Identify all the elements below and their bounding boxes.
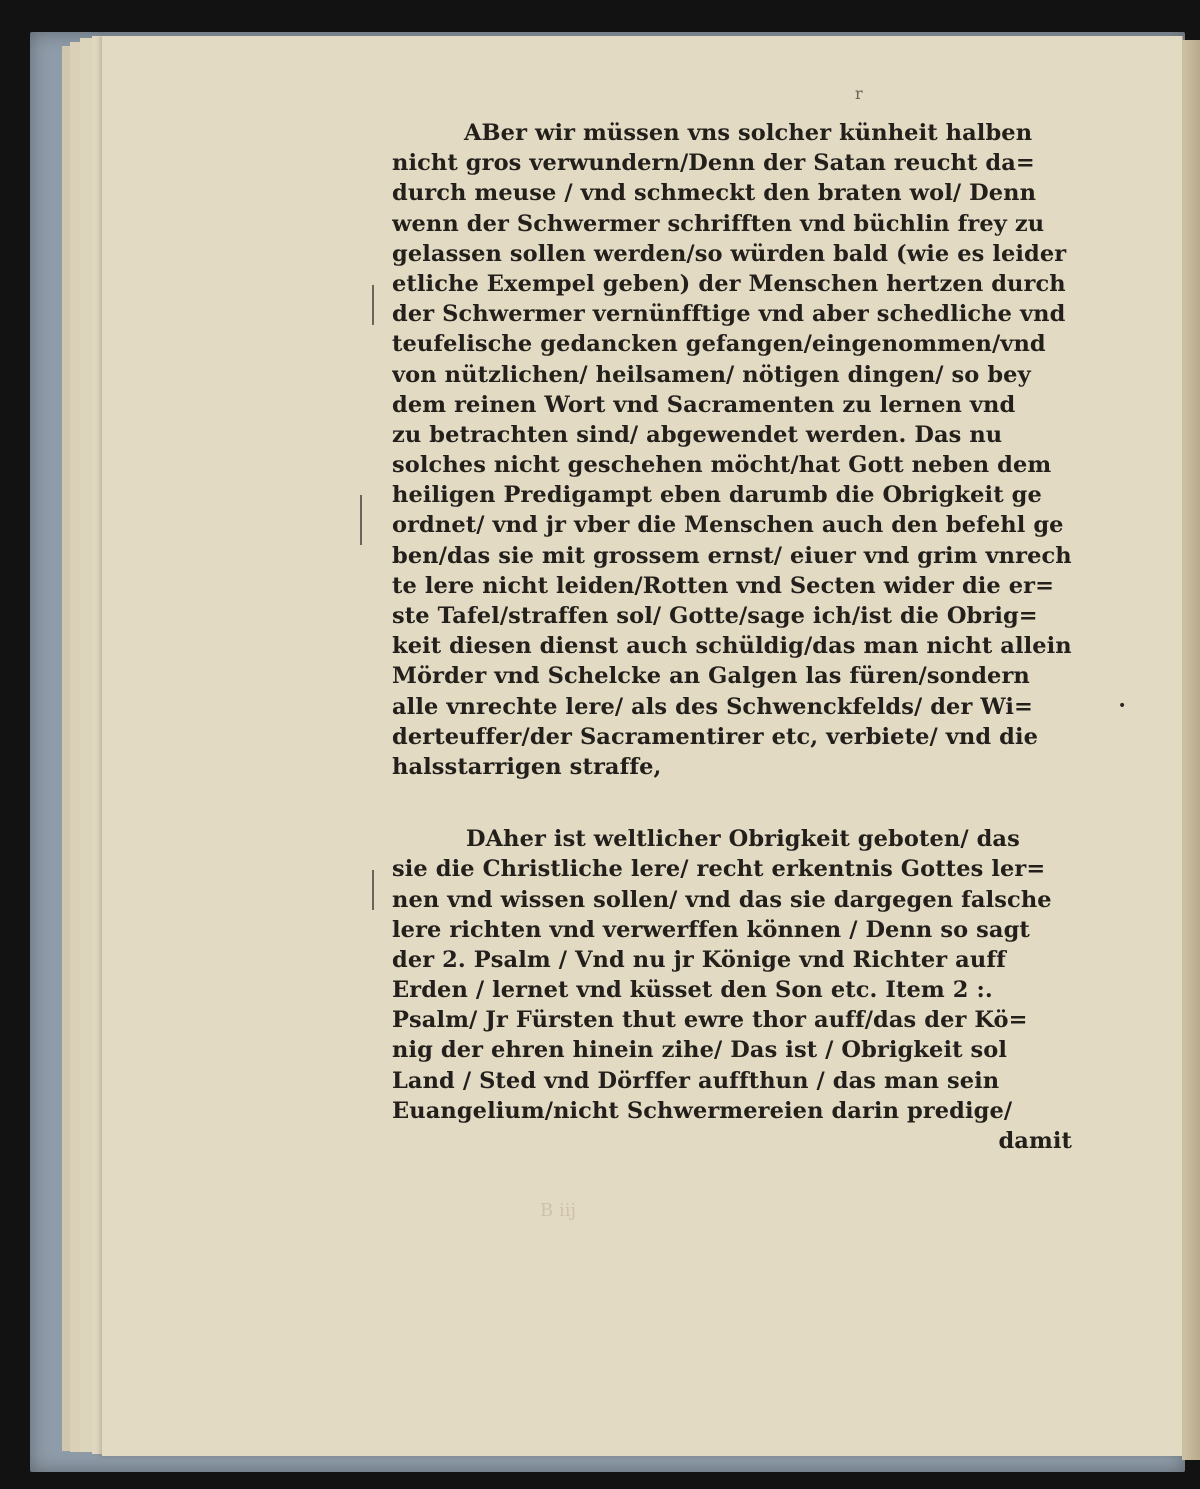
text-line: Psalm/ Jr Fürsten thut ewre thor auff/das der Kö= <box>392 1007 1028 1034</box>
text-line: DAher ist weltlicher Obrigkeit geboten/ das <box>466 826 1020 853</box>
text-line: von nützlichen/ heilsamen/ nötigen dingen/ so bey <box>392 361 1031 388</box>
text-line: der 2. Psalm / Vnd nu jr Könige vnd Richter auff <box>392 946 1006 973</box>
text-line: teufelische gedancken gefangen/eingenommen/vnd <box>392 331 1046 358</box>
top-margin-mark: r <box>855 84 863 103</box>
text-line: ABer wir müssen vns solcher künheit halben <box>464 120 1033 146</box>
text-line: nicht gros verwundern/Denn der Satan reucht da= <box>392 150 1035 177</box>
text-line: lere richten vnd verwerffen können / Denn so sagt <box>392 916 1030 943</box>
text-line: gelassen sollen werden/so würden bald (wie es leider <box>392 240 1067 267</box>
text-line: Erden / lernet vnd küsset den Son etc. Item 2 :. <box>392 977 993 1004</box>
text-line: heiligen Predigampt eben darumb die Obrigkeit ge <box>392 482 1042 509</box>
text-line: Mörder vnd Schelcke an Galgen las füren/sondern <box>392 663 1030 690</box>
text-line: keit diesen dienst auch schüldig/das man nicht allein <box>392 633 1072 660</box>
text-line: ben/das sie mit grossem ernst/ eiuer vnd grim vnrech <box>392 542 1072 569</box>
text-line: der Schwermer vernünfftige vnd aber schedliche vnd <box>392 301 1066 328</box>
show-through-text: B iij <box>540 1200 577 1221</box>
paragraph-2 <box>392 824 1082 1156</box>
body-text <box>392 118 1082 1156</box>
paragraph-1 <box>392 118 1082 782</box>
margin-pen-stroke <box>360 495 362 545</box>
text-line: zu betrachten sind/ abgewendet werden. Das nu <box>392 421 1003 448</box>
text-line: Land / Sted vnd Dörffer auffthun / das man sein <box>392 1067 1000 1094</box>
text-line: Euangelium/nicht Schwermereien darin predige/ <box>392 1097 1013 1124</box>
text-line: durch meuse / vnd schmeckt den braten wol/ Denn <box>392 180 1037 207</box>
text-line: wenn der Schwermer schrifften vnd büchlin frey zu <box>392 210 1045 237</box>
text-line: dem reinen Wort vnd Sacramenten zu lernen vnd <box>392 391 1016 418</box>
text-line: etliche Exempel geben) der Menschen hertzen durch <box>392 270 1066 297</box>
catchword: damit <box>998 1128 1072 1154</box>
text-line: solches nicht geschehen möcht/hat Gott neben dem <box>392 452 1052 479</box>
text-line: nen vnd wissen sollen/ vnd das sie dargegen falsche <box>392 886 1052 913</box>
margin-pen-stroke <box>372 870 374 910</box>
text-line: sie die Christliche lere/ recht erkentnis Gottes ler= <box>392 856 1046 883</box>
margin-pen-stroke <box>372 285 374 325</box>
margin-dot-mark: • <box>1118 698 1127 714</box>
text-line: nig der ehren hinein zihe/ Das ist / Obrigkeit sol <box>392 1037 1008 1064</box>
text-line: ste Tafel/straffen sol/ Gotte/sage ich/ist die Obrig= <box>392 603 1038 629</box>
text-line: te lere nicht leiden/Rotten vnd Secten wider die er= <box>392 572 1055 599</box>
text-line: ordnet/ vnd jr vber die Menschen auch den befehl ge <box>392 512 1064 539</box>
text-line: alle vnrechte lere/ als des Schwenckfelds/ der Wi= <box>392 693 1033 720</box>
text-line: derteuffer/der Sacramentirer etc, verbiete/ vnd die <box>392 723 1039 750</box>
text-line: halsstarrigen straffe, <box>392 753 662 780</box>
